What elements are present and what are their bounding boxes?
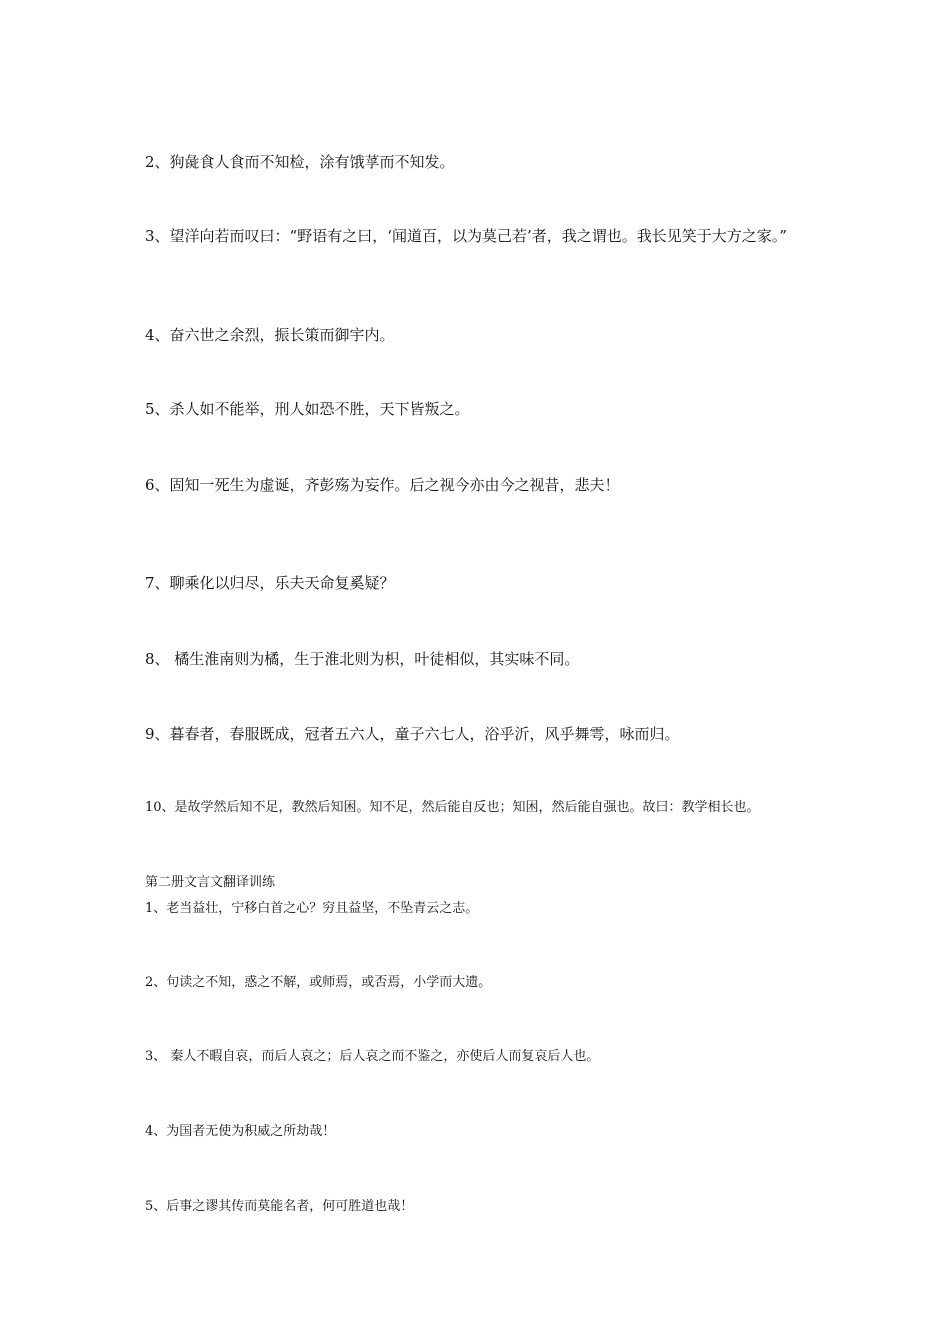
- sentence-4: 4、奋六世之余烈，振长策而御宇内。: [145, 326, 395, 344]
- sentence-3: 3、望洋向若而叹曰：“野语有之曰，‘闻道百，以为莫己若’者，我之谓也。我长见笑于大方之家。”: [145, 227, 787, 245]
- sentence-10: 10、是故学然后知不足，教然后知困。知不足，然后能自反也；知困，然后能自强也。故曰：教学相长也。: [145, 800, 760, 815]
- section-heading: 第二册文言文翻译训练: [145, 875, 276, 890]
- exercise-1: 1、老当益壮，宁移白首之心？穷且益坚，不坠青云之志。: [145, 901, 479, 916]
- sentence-8: 8、 橘生淮南则为橘，生于淮北则为枳，叶徒相似，其实味不同。: [145, 650, 580, 668]
- exercise-5: 5、后事之谬其传而莫能名者，何可胜道也哉！: [145, 1199, 414, 1214]
- exercise-4: 4、为国者无使为积威之所劫哉！: [145, 1124, 336, 1139]
- exercise-2: 2、句读之不知，惑之不解，或师焉，或否焉，小学而大遗。: [145, 975, 492, 990]
- sentence-6: 6、固知一死生为虚诞，齐彭殇为妄作。后之视今亦由今之视昔，悲夫！: [145, 476, 620, 494]
- exercise-3: 3、 秦人不暇自哀，而后人哀之；后人哀之而不鉴之，亦使后人而复哀后人也。: [145, 1049, 600, 1064]
- sentence-9: 9、暮春者，春服既成，冠者五六人，童子六七人，浴乎沂，风乎舞雩，咏而归。: [145, 725, 680, 743]
- sentence-2: 2、狗彘食人食而不知检，涂有饿莩而不知发。: [145, 153, 455, 171]
- sentence-7: 7、聊乘化以归尽，乐夫天命复奚疑？: [145, 574, 395, 592]
- sentence-5: 5、杀人如不能举，刑人如恐不胜，天下皆叛之。: [145, 400, 470, 418]
